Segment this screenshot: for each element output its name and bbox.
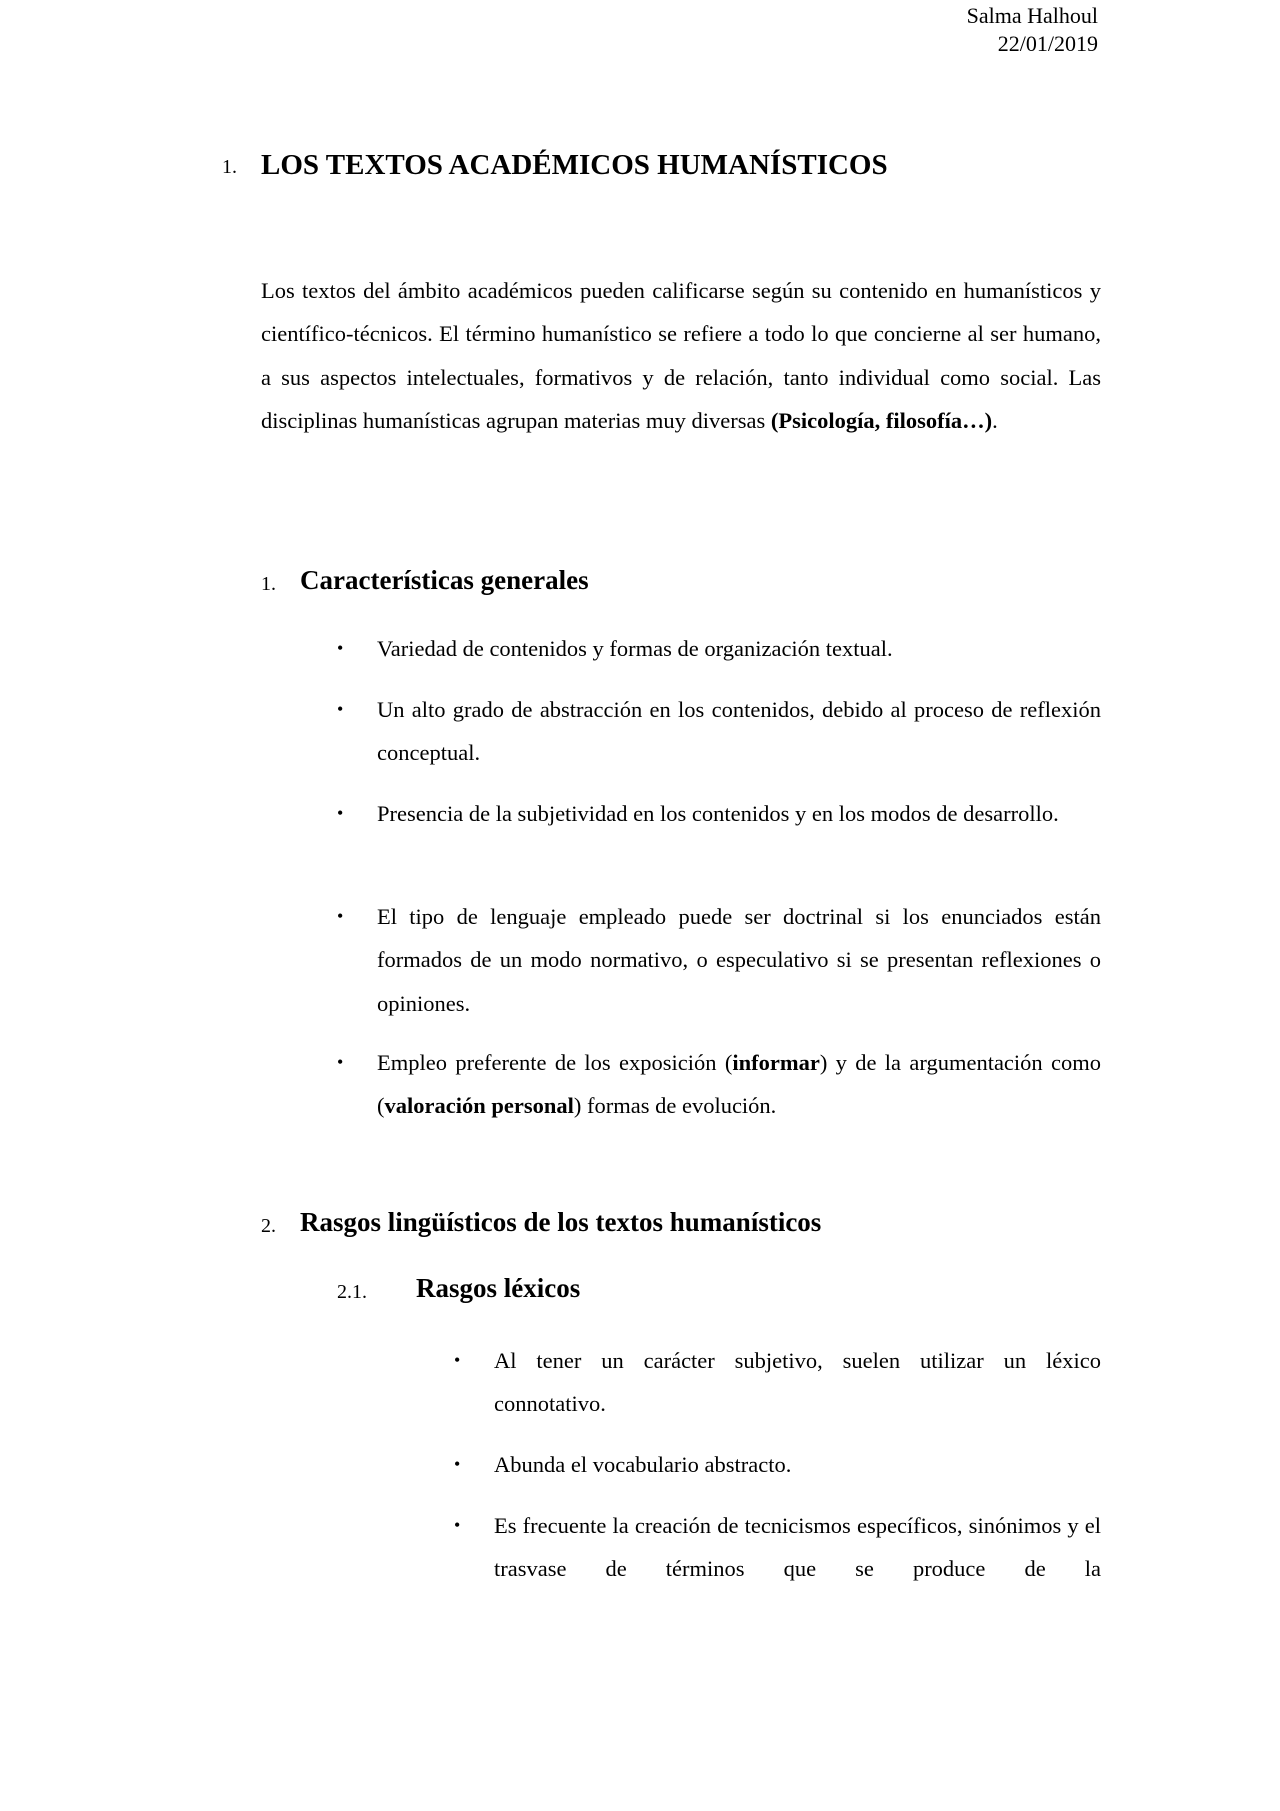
bullet-icon: • — [337, 699, 344, 719]
section-1-title: LOS TEXTOS ACADÉMICOS HUMANÍSTICOS — [261, 149, 888, 181]
list-item: Abunda el vocabulario abstracto. — [494, 1452, 792, 1477]
bullet-icon: • — [337, 1052, 344, 1072]
list-item: Presencia de la subjetividad en los contenidos y en los modos de desarrollo. — [377, 801, 1059, 826]
list-item: Es frecuente la creación de tecnicismos específicos, sinónimos y el trasvase de términos que se produce de la — [494, 1513, 1101, 1582]
list-item: El tipo de lenguaje empleado puede ser doctrinal si los enunciados están formados de un modo normativo, o especulativo si se presentan reflexiones o opiniones. — [377, 904, 1101, 1016]
subsection-2-number: 2. — [261, 1215, 276, 1237]
intro-paragraph — [261, 269, 1101, 443]
bullet-icon: • — [337, 638, 344, 658]
subsection-1-title: Características generales — [300, 565, 589, 595]
item-bold-text: informar — [732, 1050, 820, 1075]
list-item: Variedad de contenidos y formas de organización textual. — [377, 636, 893, 661]
bullet-icon: • — [454, 1454, 461, 1474]
subsection-2-1-title: Rasgos léxicos — [416, 1273, 581, 1303]
bullet-icon: • — [454, 1515, 461, 1535]
bullet-icon: • — [337, 906, 344, 926]
list-item: Al tener un carácter subjetivo, suelen utilizar un léxico connotativo. — [494, 1348, 1101, 1417]
item-bold-text: valoración personal — [384, 1093, 574, 1119]
list-item: Un alto grado de abstracción en los contenidos, debido al proceso de reflexión conceptual. — [377, 697, 1101, 766]
intro-end: . — [992, 408, 998, 434]
subsection-2-title: Rasgos lingüísticos de los textos humanísticos — [300, 1207, 822, 1237]
section-1-number: 1. — [222, 156, 237, 178]
subsection-2-1-number: 2.1. — [337, 1281, 367, 1303]
intro-bold-text: (Psicología, filosofía…) — [770, 408, 993, 434]
item-text: Empleo preferente de los exposición ( — [377, 1050, 733, 1075]
item-text: ) y de la argumentación como ( — [377, 1050, 1101, 1119]
item-text: ) formas de evolución. — [573, 1093, 777, 1119]
subsection-1-number: 1. — [261, 573, 276, 595]
list-item — [377, 1041, 1101, 1128]
author-name: Salma Halhoul — [966, 3, 1098, 28]
bullet-icon: • — [337, 803, 344, 823]
document-date: 22/01/2019 — [997, 31, 1098, 56]
page-header — [967, 2, 1098, 58]
intro-text: Los textos del ámbito académicos pueden calificarse según su contenido en humanísticos y científico-técnicos. El término humanístico se refiere a todo lo que concierne al ser humano, a sus aspectos intelectuales, formativos y de relación, tanto individual como social. Las disciplinas humanísticas agrupan materias muy diversas — [261, 278, 1101, 434]
bullet-icon: • — [454, 1350, 461, 1370]
